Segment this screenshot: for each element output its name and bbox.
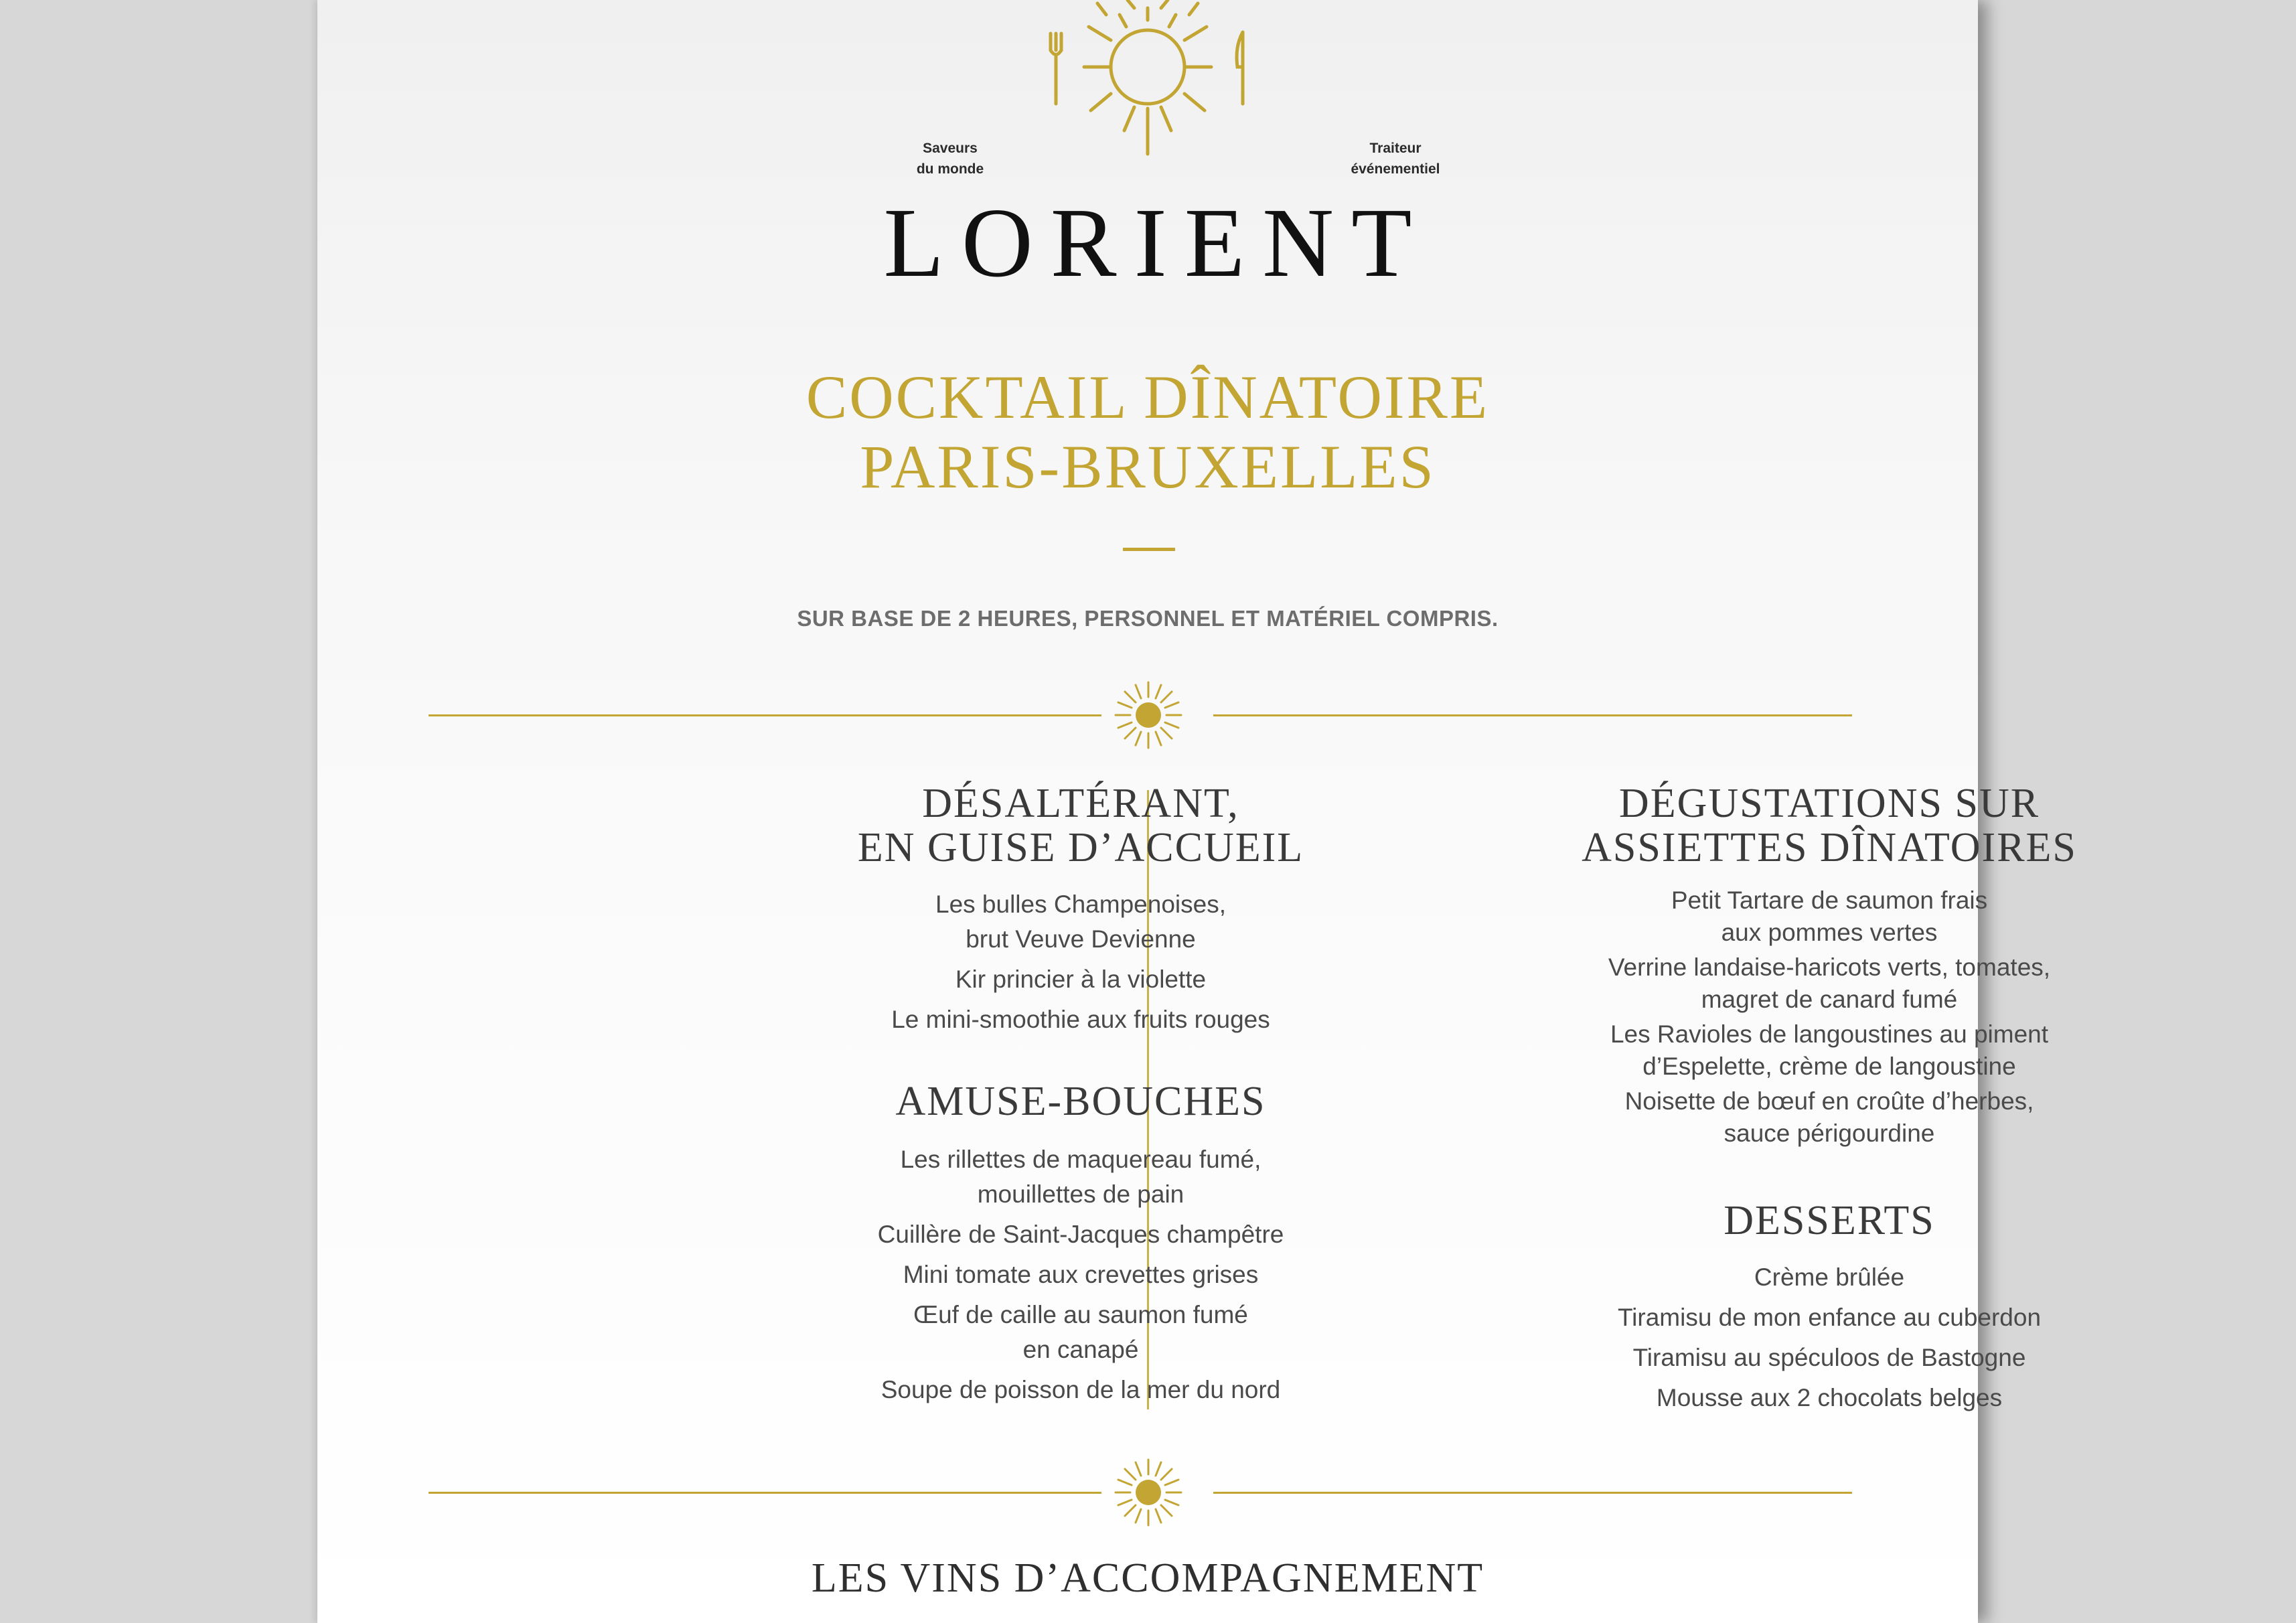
menu-item: Les rillettes de maquereau fumé, mouillettes de pain xyxy=(900,1146,1261,1208)
brand-wordmark: LORIENT xyxy=(883,188,1430,298)
wines-heading: LES VINS D’ACCOMPAGNEMENT xyxy=(811,1555,1484,1601)
menu-item: Les Ravioles de langoustines au piment d’Espelette, crème de langoustine xyxy=(1610,1020,2049,1080)
left-section-1 xyxy=(779,781,1382,1037)
sun-ornament-icon xyxy=(1112,1456,1185,1529)
title-divider xyxy=(1123,548,1175,551)
menu-item: Petit Tartare de saumon frais aux pommes vertes xyxy=(1671,886,1988,946)
page-title-line2: PARIS-BRUXELLES xyxy=(860,433,1436,501)
divider-top-right xyxy=(1213,714,1852,716)
menu-item: Soupe de poisson de la mer du nord xyxy=(881,1376,1281,1403)
right-section-2 xyxy=(1528,1199,2131,1415)
menu-item: Le mini-smoothie aux fruits rouges xyxy=(891,1006,1270,1033)
menu-item: Crème brûlée xyxy=(1754,1263,1905,1291)
sun-ornament-icon xyxy=(1112,678,1185,752)
page-title-line1: COCKTAIL DÎNATOIRE xyxy=(806,363,1490,431)
section-heading: DESSERTS xyxy=(1724,1198,1935,1243)
sun-plate-cutlery-icon xyxy=(1034,0,1261,167)
menu-item: Tiramisu de mon enfance au cuberdon xyxy=(1617,1304,2042,1331)
section-heading: DÉSALTÉRANT, EN GUISE D’ACCUEIL xyxy=(857,781,1304,870)
divider-bottom-left xyxy=(429,1492,1101,1494)
section-heading: AMUSE-BOUCHES xyxy=(895,1079,1266,1124)
menu-item: Œuf de caille au saumon fumé en canapé xyxy=(913,1301,1248,1363)
menu-item: Tiramisu au spéculoos de Bastogne xyxy=(1632,1344,2026,1371)
menu-item: Mini tomate aux crevettes grises xyxy=(903,1261,1259,1288)
menu-item: Kir princier à la violette xyxy=(955,965,1207,993)
page-subtitle: SUR BASE DE 2 HEURES, PERSONNEL ET MATÉRIEL COMPRIS. xyxy=(797,606,1499,631)
menu-item: Les bulles Champenoises, brut Veuve Devienne xyxy=(935,891,1226,953)
divider-top-left xyxy=(429,714,1101,716)
menu-page xyxy=(317,0,2077,1623)
menu-item: Mousse aux 2 chocolats belges xyxy=(1656,1384,2003,1411)
menu-item: Verrine landaise-haricots verts, tomates, magret de canard fumé xyxy=(1608,953,2051,1013)
tagline-saveurs: Saveurs du monde xyxy=(916,141,984,177)
left-section-2 xyxy=(779,1079,1382,1407)
menu-item: Noisette de bœuf en croûte d’herbes, sauce périgourdine xyxy=(1624,1087,2034,1147)
menu-item: Cuillère de Saint-Jacques champêtre xyxy=(877,1221,1284,1248)
tagline-traiteur: Traiteur événementiel xyxy=(1351,141,1440,177)
divider-bottom-right xyxy=(1213,1492,1852,1494)
section-heading: DÉGUSTATIONS SUR ASSIETTES DÎNATOIRES xyxy=(1582,781,2077,870)
right-section-1 xyxy=(1528,781,2131,1150)
